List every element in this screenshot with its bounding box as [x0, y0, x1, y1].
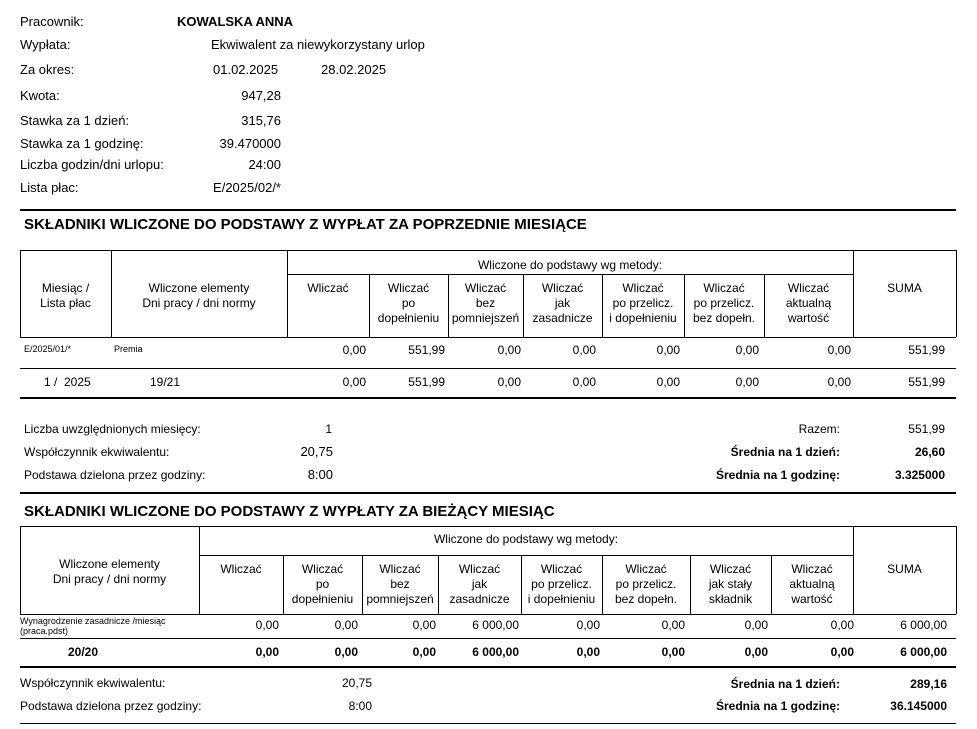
hour-rate-value: 39.470000	[219, 136, 281, 151]
t1-row1-list: E/2025/01/*	[24, 344, 72, 354]
t1-row1-sum: 551,99	[908, 343, 945, 357]
hours-value: 24:00	[248, 157, 281, 172]
t1-row2-v4: 0,00	[572, 375, 596, 389]
t1-col-month: Miesiąc / Lista płac	[40, 281, 91, 310]
total-label: Razem:	[798, 422, 840, 436]
period-to: 28.02.2025	[321, 62, 387, 77]
t2-row1-v3: 0,00	[412, 618, 436, 632]
t2-line-header-bottom	[20, 614, 956, 615]
hour-avg-label-1: Średnia na 1 godzinę:	[715, 468, 840, 482]
t1-row1-v3: 0,00	[497, 343, 521, 357]
hours-base-value-1: 8:00	[307, 467, 333, 482]
hour-rate-label: Stawka za 1 godzinę:	[20, 136, 144, 151]
t2-row2-days: 20/20	[68, 645, 99, 659]
payroll-value: E/2025/02/*	[213, 180, 281, 195]
t1-row2-v3: 0,00	[497, 375, 521, 389]
t2-row2-v6: 0,00	[661, 645, 685, 659]
t2-method-header: Wliczone do podstawy wg metody:	[433, 532, 619, 546]
t1-col-m2: Wliczać po dopełnieniu	[377, 281, 440, 325]
coef-value-2: 20,75	[341, 676, 372, 690]
t2-col-elements: Wliczone elementy Dni pracy / dni normy	[52, 557, 167, 586]
t2-row1-v2: 0,00	[334, 618, 358, 632]
t1-v10	[956, 250, 957, 337]
t2-col-m1: Wliczać	[220, 562, 262, 576]
t1-line-method	[287, 274, 853, 275]
t2-col-m7: Wliczać jak stały składnik	[708, 562, 753, 606]
coef-value-1: 20,75	[300, 444, 333, 459]
coef-label-2: Współczynnik ekwiwalentu:	[20, 676, 166, 690]
t1-col-m6: Wliczać po przelicz. bez dopełn.	[692, 281, 756, 325]
t1-row1-v1: 0,00	[342, 343, 366, 357]
payout-label: Wypłata:	[20, 37, 71, 52]
employee-label: Pracownik:	[20, 14, 84, 29]
t2-row1-v5: 0,00	[576, 618, 600, 632]
t2-line-row1-bottom	[20, 638, 956, 639]
t1-row2-v6: 0,00	[735, 375, 759, 389]
t2-row2-v5: 0,00	[576, 645, 600, 659]
t1-row2-v5: 0,00	[656, 375, 680, 389]
section2-title: SKŁADNIKI WLICZONE DO PODSTAWY Z WYPŁATY ZA BIEŻĄCY MIESIĄC	[24, 503, 555, 520]
section2-top-rule	[20, 492, 956, 494]
t2-row1-v1: 0,00	[255, 618, 279, 632]
t2-line-bottom	[20, 666, 956, 668]
payroll-label: Lista płac:	[20, 180, 79, 195]
t1-row2-month: 1 / 2025	[44, 375, 91, 389]
day-rate-label: Stawka za 1 dzień:	[20, 113, 130, 128]
t1-row2-v1: 0,00	[342, 375, 366, 389]
day-avg-value-1: 26,60	[914, 445, 945, 459]
t1-col-m3: Wliczać bez pomniejszeń	[451, 281, 520, 325]
t1-row2-v2: 551,99	[408, 375, 445, 389]
hours-base-value-2: 8:00	[348, 699, 372, 713]
t2-row2-v7: 0,00	[744, 645, 768, 659]
t2-row2-v1: 0,00	[255, 645, 279, 659]
t1-row1-element: Premia	[114, 344, 143, 354]
page-bottom-rule	[20, 723, 956, 724]
coef-label-1: Współczynnik ekwiwalentu:	[24, 445, 170, 459]
employee-name: KOWALSKA ANNA	[177, 14, 294, 29]
total-value: 551,99	[908, 422, 945, 436]
hours-base-label-2: Podstawa dzielona przez godziny:	[20, 699, 202, 713]
t1-row2-days: 19/21	[150, 375, 181, 389]
t2-col-m5: Wliczać po przelicz. i dopełnieniu	[527, 562, 596, 606]
t2-row1-v6: 0,00	[661, 618, 685, 632]
t1-row1-v4: 0,00	[572, 343, 596, 357]
section1-title: SKŁADNIKI WLICZONE DO PODSTAWY Z WYPŁAT ZA POPRZEDNIE MIESIĄCE	[24, 216, 587, 233]
t2-v10	[956, 526, 957, 614]
t1-col-m4: Wliczać jak zasadnicze	[532, 281, 593, 325]
period-from: 01.02.2025	[213, 62, 279, 77]
t1-col-elements: Wliczone elementy Dni pracy / dni normy	[142, 281, 256, 310]
t1-line-bottom	[20, 397, 956, 399]
day-avg-label-1: Średnia na 1 dzień:	[730, 445, 840, 459]
t1-row1-v2: 551,99	[408, 343, 445, 357]
hour-avg-label-2: Średnia na 1 godzinę:	[715, 699, 840, 713]
t1-col-m5: Wliczać po przelicz. i dopełnieniu	[609, 281, 677, 325]
t1-line-row1-bottom	[20, 368, 956, 369]
t1-row1-v5: 0,00	[656, 343, 680, 357]
t2-row2-v3: 0,00	[412, 645, 436, 659]
t2-line-top	[20, 526, 956, 527]
t2-row1-v7: 0,00	[744, 618, 768, 632]
t1-col-sum: SUMA	[887, 281, 922, 295]
t2-col-m4: Wliczać jak zasadnicze	[449, 562, 510, 606]
t1-row1-v6: 0,00	[735, 343, 759, 357]
day-rate-value: 315,76	[241, 113, 281, 128]
t1-row2-v7: 0,00	[827, 375, 851, 389]
t1-col-m7: Wliczać aktualną wartość	[785, 281, 832, 325]
section1-top-rule	[20, 209, 956, 211]
t2-row1-sum: 6 000,00	[900, 618, 947, 632]
t2-row1-v4: 6 000,00	[472, 618, 519, 632]
hour-avg-value-1: 3.325000	[894, 468, 945, 482]
t2-col-sum: SUMA	[887, 562, 922, 576]
t2-col-m8: Wliczać aktualną wartość	[789, 562, 835, 606]
period-label: Za okres:	[20, 62, 75, 77]
t2-row2-v4: 6 000,00	[472, 645, 519, 659]
day-avg-value-2: 289,16	[910, 677, 947, 691]
t2-row1-v8: 0,00	[830, 618, 854, 632]
t2-line-method	[199, 555, 853, 556]
t2-col-m6: Wliczać po przelicz. bez dopełn.	[614, 562, 678, 606]
payout-value: Ekwiwalent za niewykorzystany urlop	[211, 37, 425, 52]
months-count-value: 1	[325, 422, 332, 436]
t2-row2-sum: 6 000,00	[900, 645, 947, 659]
t2-col-m2: Wliczać po dopełnieniu	[291, 562, 354, 606]
t2-row2-v2: 0,00	[334, 645, 358, 659]
t2-row2-v8: 0,00	[830, 645, 854, 659]
t1-row2-sum: 551,99	[908, 375, 945, 389]
t2-col-m3: Wliczać bez pomniejszeń	[366, 562, 434, 606]
amount-label: Kwota:	[20, 88, 60, 103]
t1-col-m1: Wliczać	[307, 281, 349, 295]
t1-method-header: Wliczone do podstawy wg metody:	[477, 258, 663, 272]
hours-label: Liczba godzin/dni urlopu:	[20, 157, 164, 172]
t1-line-top	[20, 250, 956, 251]
t2-row1-element: Wynagrodzenie zasadnicze /miesiąc (praca.pdst)	[20, 616, 166, 636]
amount-value: 947,28	[241, 88, 281, 103]
day-avg-label-2: Średnia na 1 dzień:	[730, 677, 840, 691]
months-count-label: Liczba uwzględnionych miesięcy:	[24, 422, 201, 436]
hours-base-label-1: Podstawa dzielona przez godziny:	[24, 468, 206, 482]
t1-line-header-bottom	[20, 337, 956, 338]
hour-avg-value-2: 36.145000	[890, 699, 947, 713]
t1-row1-v7: 0,00	[827, 343, 851, 357]
